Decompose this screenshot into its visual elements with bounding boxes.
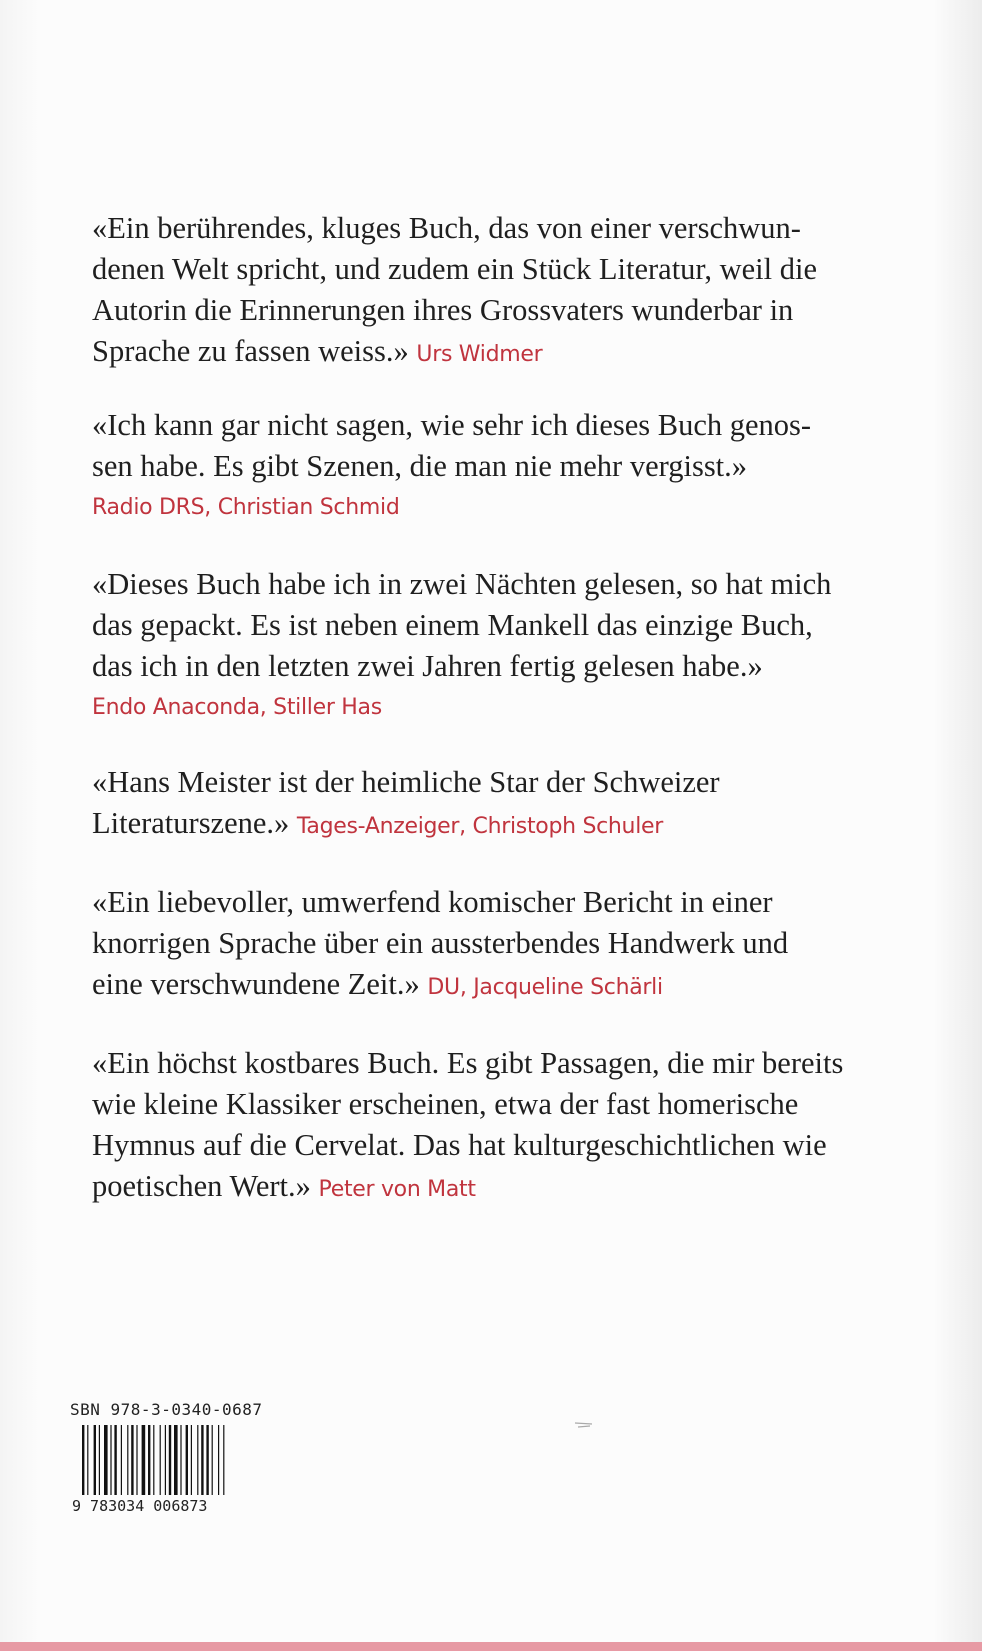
smudge-mark	[574, 1421, 594, 1429]
barcode-bar	[99, 1425, 100, 1495]
quote-line: das gepackt. Es ist neben einem Mankell das einzige Buch,	[92, 608, 813, 642]
quote-attribution: Endo Anaconda, Stiller Has	[92, 695, 382, 720]
quote-line: «Ich kann gar nicht sagen, wie sehr ich dieses Buch genos-	[92, 408, 812, 442]
quote-line: das ich in den letzten zwei Jahren fertig gelesen habe.»	[92, 649, 763, 683]
barcode-bar	[206, 1425, 208, 1495]
isbn-barcode-block	[70, 1400, 290, 1515]
quote-radio-drs	[92, 405, 912, 528]
barcode-bar	[160, 1425, 161, 1495]
barcode-bar	[127, 1425, 128, 1495]
quote-line: Sprache zu fassen weiss.»	[92, 334, 409, 368]
quote-attribution: Radio DRS, Christian Schmid	[92, 495, 400, 520]
quote-line: sen habe. Es gibt Szenen, die man nie mehr vergisst.»	[92, 449, 748, 483]
barcode-bar	[223, 1425, 224, 1495]
quote-endo-anaconda	[92, 564, 912, 728]
quote-line: Autorin die Erinnerungen ihres Grossvaters wunderbar in	[92, 293, 794, 327]
quote-peter-von-matt	[92, 1043, 912, 1210]
quote-attribution: Urs Widmer	[416, 342, 543, 367]
barcode-bar	[121, 1425, 122, 1495]
quote-line: Hymnus auf die Cervelat. Das hat kulturgeschichtlichen wie	[92, 1128, 827, 1162]
barcode-bar	[180, 1425, 181, 1495]
quote-line: wie kleine Klassiker erscheinen, etwa der fast homerische	[92, 1087, 799, 1121]
quote-line: «Ein berührendes, kluges Buch, das von einer verschwun-	[92, 211, 801, 245]
barcode-bar	[131, 1425, 133, 1495]
barcode-bar	[87, 1425, 88, 1495]
barcode-bar	[136, 1425, 137, 1495]
barcode-bar	[191, 1425, 192, 1495]
barcode-bar	[94, 1425, 96, 1495]
quote-line: eine verschwundene Zeit.»	[92, 967, 420, 1001]
quote-attribution: Peter von Matt	[318, 1177, 476, 1202]
quote-line: «Dieses Buch habe ich in zwei Nächten gelesen, so hat mich	[92, 567, 832, 601]
quote-attribution: Tages-Anzeiger, Christoph Schuler	[296, 814, 663, 839]
quote-line: «Hans Meister ist der heimliche Star der Schweizer	[92, 765, 720, 799]
quote-tages-anzeiger	[92, 762, 912, 847]
barcode-bar	[197, 1425, 198, 1495]
barcode-bar	[110, 1425, 111, 1495]
quote-line: knorrigen Sprache über ein aussterbendes Handwerk und	[92, 926, 789, 960]
barcode-bar	[201, 1425, 203, 1495]
barcode-digits: 9 783034 006873	[72, 1497, 208, 1515]
barcode-icon	[70, 1423, 280, 1515]
isbn-label: SBN 978-3-0340-0687	[70, 1400, 263, 1419]
cover-bottom-edge	[0, 1642, 982, 1651]
barcode-bar	[153, 1425, 154, 1495]
quote-urs-widmer	[92, 208, 912, 375]
barcode-bar	[174, 1425, 178, 1495]
barcode-bar	[212, 1425, 213, 1495]
quote-line: poetischen Wert.»	[92, 1169, 311, 1203]
quote-line: denen Welt spricht, und zudem ein Stück Literatur, weil die	[92, 252, 818, 286]
quote-line: «Ein höchst kostbares Buch. Es gibt Passagen, die mir bereits	[92, 1046, 844, 1080]
barcode-bar	[148, 1425, 150, 1495]
barcode-bar	[218, 1425, 219, 1495]
barcode-bar	[165, 1425, 166, 1495]
quote-line: Literaturszene.»	[92, 806, 290, 840]
barcode-bar	[142, 1425, 146, 1495]
barcode-bar	[186, 1425, 188, 1495]
barcode-bar	[104, 1425, 108, 1495]
quote-line: «Ein liebevoller, umwerfend komischer Bericht in einer	[92, 885, 773, 919]
barcode-bar	[82, 1425, 84, 1495]
barcode-bar	[169, 1425, 171, 1495]
quote-du	[92, 882, 912, 1008]
quote-attribution: DU, Jacqueline Schärli	[427, 975, 663, 1000]
barcode-bar	[114, 1425, 116, 1495]
